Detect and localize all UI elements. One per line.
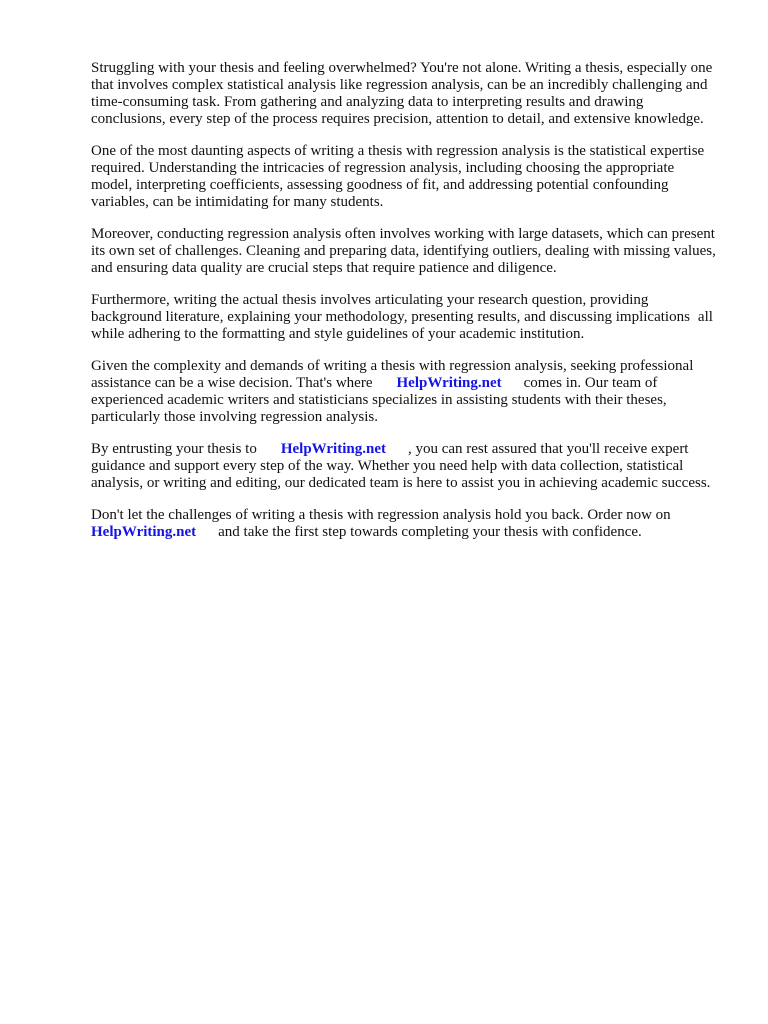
paragraph-writing-text-a: Furthermore, writing the actual thesis involves articulating your research question, providing background literature, explaining your methodology, presenting results, and discussing implications: [91, 292, 690, 325]
document-page: [91, 60, 716, 556]
paragraph-expertise: One of the most daunting aspects of writing a thesis with regression analysis is the statistical expertise required. Understanding the intricacies of regression analysis, including choosing the appropriate model, interpreting coefficients, assessing goodness of fit, and addressing potential confounding variables, can be intimidating for many students.: [91, 143, 705, 210]
paragraph-entrusting-text-b: , you can rest assured that you'll receive expert guidance and support every step of the way. Whether you need help with data collection, statistical analysis, or writing and editing, our dedicated team is here to assist you in achieving academic success.: [91, 441, 711, 491]
helpwriting-link-1[interactable]: HelpWriting.net: [396, 375, 502, 391]
paragraph-intro: Struggling with your thesis and feeling overwhelmed? You're not alone. Writing a thesis, especially one that involves complex statistical analysis like regression analysis, can be an incredibly challenging and time-consuming task. From gathering and analyzing data to interpreting results and drawing conclusions, every step of the process requires precision, attention to detail, and extensive knowledge.: [91, 60, 713, 127]
paragraph-datasets: Moreover, conducting regression analysis often involves working with large datasets, which can present its own set of challenges. Cleaning and preparing data, identifying outliers, dealing with missing values, and ensuring data quality are crucial steps that require patience and diligence.: [91, 226, 716, 276]
paragraph-assistance-text-b: comes in. Our team of experienced academic writers and statisticians specializes in assisting students with their theses, particularly those involving regression analysis.: [91, 375, 667, 425]
paragraph-order-text-a: Don't let the challenges of writing a thesis with regression analysis hold you back. Order now on: [91, 507, 671, 523]
paragraph-writing-text-b: all while adhering to the formatting and style guidelines of your academic institution.: [91, 309, 713, 342]
paragraph-order: [91, 507, 716, 541]
paragraph-order-text-b: and take the first step towards completing your thesis with confidence.: [218, 524, 642, 540]
helpwriting-link-3[interactable]: HelpWriting.net: [91, 524, 197, 540]
paragraph-entrusting: [91, 441, 716, 492]
paragraph-assistance: [91, 358, 716, 426]
paragraph-entrusting-text-a: By entrusting your thesis to: [91, 441, 257, 457]
paragraph-writing: [91, 292, 716, 343]
helpwriting-link-2[interactable]: HelpWriting.net: [280, 441, 386, 457]
paragraph-assistance-text-a: Given the complexity and demands of writing a thesis with regression analysis, seeking professional assistance can be a wise decision. That's where: [91, 358, 694, 391]
